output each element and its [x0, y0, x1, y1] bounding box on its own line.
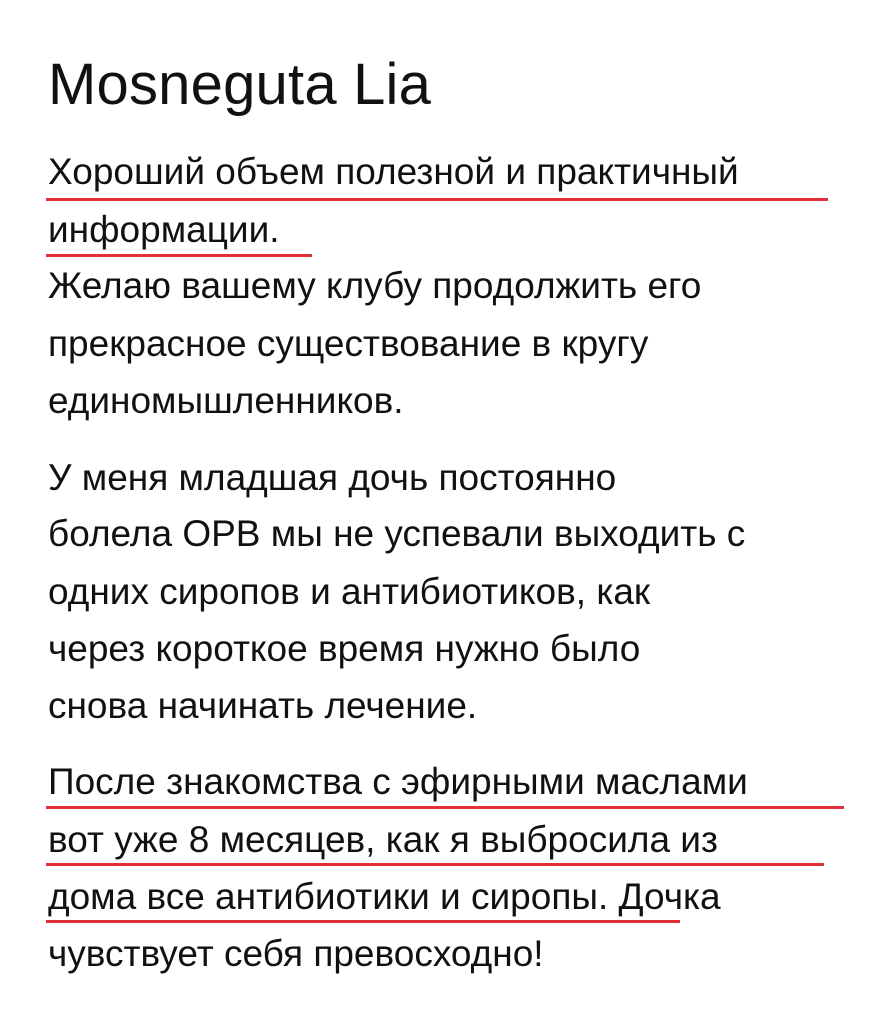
review-author: Mosneguta Lia — [48, 52, 432, 117]
paragraph-line: болела ОРВ мы не успевали выходить с — [48, 513, 746, 554]
paragraph-line: Желаю вашему клубу продолжить его — [48, 265, 702, 306]
paragraph-line: вот уже 8 месяцев, как я выбросила из — [48, 819, 718, 860]
paragraph-line: После знакомства с эфирными маслами — [48, 761, 748, 802]
highlight-underline — [46, 198, 828, 201]
paragraph-line: информации. — [48, 209, 280, 250]
paragraph-line: Хороший объем полезной и практичный — [48, 151, 739, 192]
paragraph-line: У меня младшая дочь постоянно — [48, 457, 617, 498]
paragraph-line: единомышленников. — [48, 380, 404, 421]
paragraph-line: дома все антибиотики и сиропы. Дочка — [48, 876, 721, 917]
highlight-underline — [46, 920, 680, 923]
paragraph-line: снова начинать лечение. — [48, 685, 478, 726]
highlight-underline — [46, 254, 312, 257]
highlight-underline — [46, 806, 844, 809]
highlight-underline — [46, 863, 824, 866]
paragraph-line: прекрасное существование в кругу — [48, 323, 649, 364]
paragraph-line: чувствует себя превосходно! — [48, 933, 544, 974]
paragraph-line: одних сиропов и антибиотиков, как — [48, 571, 651, 612]
paragraph-line: через короткое время нужно было — [48, 628, 641, 669]
